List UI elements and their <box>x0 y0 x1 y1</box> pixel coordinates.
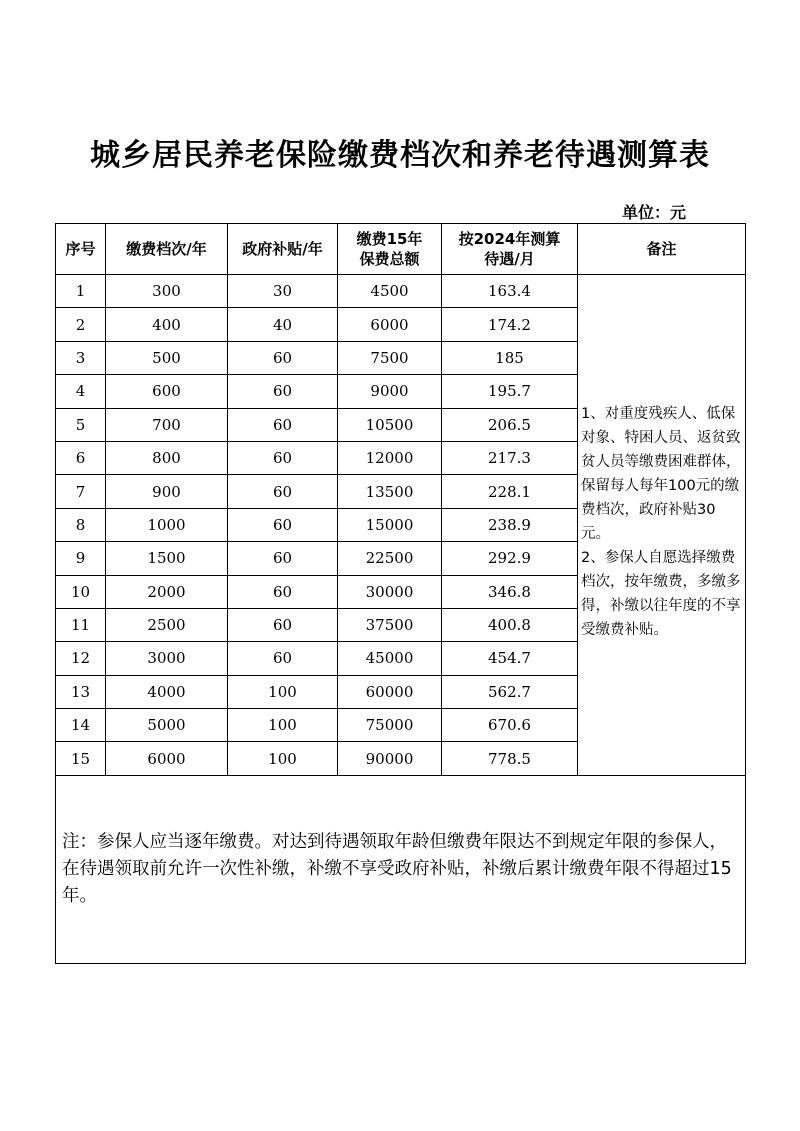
cell-index: 7 <box>56 475 106 508</box>
cell-benefit: 206.5 <box>442 408 578 441</box>
cell-benefit: 163.4 <box>442 275 578 308</box>
cell-total: 15000 <box>338 508 442 541</box>
cell-benefit: 562.7 <box>442 675 578 708</box>
cell-total: 75000 <box>338 709 442 742</box>
table-header-row <box>56 224 746 275</box>
cell-index: 3 <box>56 341 106 374</box>
cell-index: 8 <box>56 508 106 541</box>
cell-subsidy: 30 <box>228 275 338 308</box>
cell-benefit: 185 <box>442 341 578 374</box>
cell-contribution: 600 <box>106 375 228 408</box>
cell-contribution: 2000 <box>106 575 228 608</box>
cell-subsidy: 60 <box>228 508 338 541</box>
cell-benefit: 400.8 <box>442 608 578 641</box>
cell-index: 12 <box>56 642 106 675</box>
cell-total: 13500 <box>338 475 442 508</box>
cell-total: 9000 <box>338 375 442 408</box>
cell-subsidy: 60 <box>228 475 338 508</box>
cell-contribution: 4000 <box>106 675 228 708</box>
cell-index: 9 <box>56 542 106 575</box>
header-index: 序号 <box>56 224 106 275</box>
cell-total: 6000 <box>338 308 442 341</box>
header-government-subsidy: 政府补贴/年 <box>228 224 338 275</box>
cell-total: 37500 <box>338 608 442 641</box>
cell-total: 7500 <box>338 341 442 374</box>
cell-index: 14 <box>56 709 106 742</box>
remark-item-1: 1、对重度残疾人、低保对象、特困人员、返贫致贫人员等缴费困难群体，保留每人每年100元的缴费档次，政府补贴30元。 <box>581 406 741 542</box>
page-title: 城乡居民养老保险缴费档次和养老待遇测算表 <box>90 138 710 173</box>
header-total-premium <box>338 224 442 275</box>
cell-benefit: 195.7 <box>442 375 578 408</box>
note-row <box>56 775 746 963</box>
cell-subsidy: 60 <box>228 375 338 408</box>
cell-contribution: 800 <box>106 441 228 474</box>
unit-label: 单位：元 <box>622 203 687 222</box>
cell-total: 22500 <box>338 542 442 575</box>
cell-subsidy: 100 <box>228 709 338 742</box>
cell-contribution: 6000 <box>106 742 228 775</box>
cell-index: 11 <box>56 608 106 641</box>
cell-contribution: 700 <box>106 408 228 441</box>
cell-contribution: 3000 <box>106 642 228 675</box>
cell-subsidy: 60 <box>228 575 338 608</box>
header-remarks: 备注 <box>578 224 746 275</box>
cell-subsidy: 40 <box>228 308 338 341</box>
cell-contribution: 1000 <box>106 508 228 541</box>
cell-total: 10500 <box>338 408 442 441</box>
header-benefit-line-1: 按2024年测算 <box>458 230 561 248</box>
cell-benefit: 670.6 <box>442 709 578 742</box>
cell-benefit: 454.7 <box>442 642 578 675</box>
cell-benefit: 228.1 <box>442 475 578 508</box>
cell-benefit: 778.5 <box>442 742 578 775</box>
cell-index: 13 <box>56 675 106 708</box>
cell-total: 90000 <box>338 742 442 775</box>
table-row <box>56 275 746 308</box>
cell-index: 2 <box>56 308 106 341</box>
cell-index: 10 <box>56 575 106 608</box>
cell-subsidy: 60 <box>228 408 338 441</box>
header-monthly-benefit <box>442 224 578 275</box>
cell-total: 45000 <box>338 642 442 675</box>
cell-index: 4 <box>56 375 106 408</box>
contribution-table <box>55 223 746 964</box>
cell-subsidy: 100 <box>228 675 338 708</box>
cell-subsidy: 60 <box>228 341 338 374</box>
header-total-line-1: 缴费15年 <box>356 230 423 248</box>
cell-contribution: 900 <box>106 475 228 508</box>
cell-benefit: 346.8 <box>442 575 578 608</box>
cell-subsidy: 100 <box>228 742 338 775</box>
cell-contribution: 500 <box>106 341 228 374</box>
header-contribution-level: 缴费档次/年 <box>106 224 228 275</box>
cell-benefit: 292.9 <box>442 542 578 575</box>
cell-index: 5 <box>56 408 106 441</box>
header-benefit-line-2: 待遇/月 <box>484 250 535 268</box>
cell-index: 15 <box>56 742 106 775</box>
cell-index: 1 <box>56 275 106 308</box>
cell-subsidy: 60 <box>228 642 338 675</box>
note-text: 注：参保人应当逐年缴费。对达到待遇领取年龄但缴费年限达不到规定年限的参保人，在待遇领取前允许一次性补缴，补缴不享受政府补贴，补缴后累计缴费年限不得超过15年。 <box>56 775 746 963</box>
cell-contribution: 5000 <box>106 709 228 742</box>
cell-total: 30000 <box>338 575 442 608</box>
cell-benefit: 238.9 <box>442 508 578 541</box>
remarks-cell <box>578 275 746 776</box>
cell-contribution: 400 <box>106 308 228 341</box>
cell-subsidy: 60 <box>228 441 338 474</box>
cell-total: 4500 <box>338 275 442 308</box>
cell-total: 12000 <box>338 441 442 474</box>
cell-index: 6 <box>56 441 106 474</box>
cell-benefit: 217.3 <box>442 441 578 474</box>
cell-benefit: 174.2 <box>442 308 578 341</box>
header-total-line-2: 保费总额 <box>359 250 420 268</box>
cell-contribution: 2500 <box>106 608 228 641</box>
cell-subsidy: 60 <box>228 542 338 575</box>
cell-contribution: 1500 <box>106 542 228 575</box>
remark-item-2: 2、参保人自愿选择缴费档次，按年缴费，多缴多得，补缴以往年度的不享受缴费补贴。 <box>581 550 741 638</box>
cell-contribution: 300 <box>106 275 228 308</box>
cell-subsidy: 60 <box>228 608 338 641</box>
cell-total: 60000 <box>338 675 442 708</box>
